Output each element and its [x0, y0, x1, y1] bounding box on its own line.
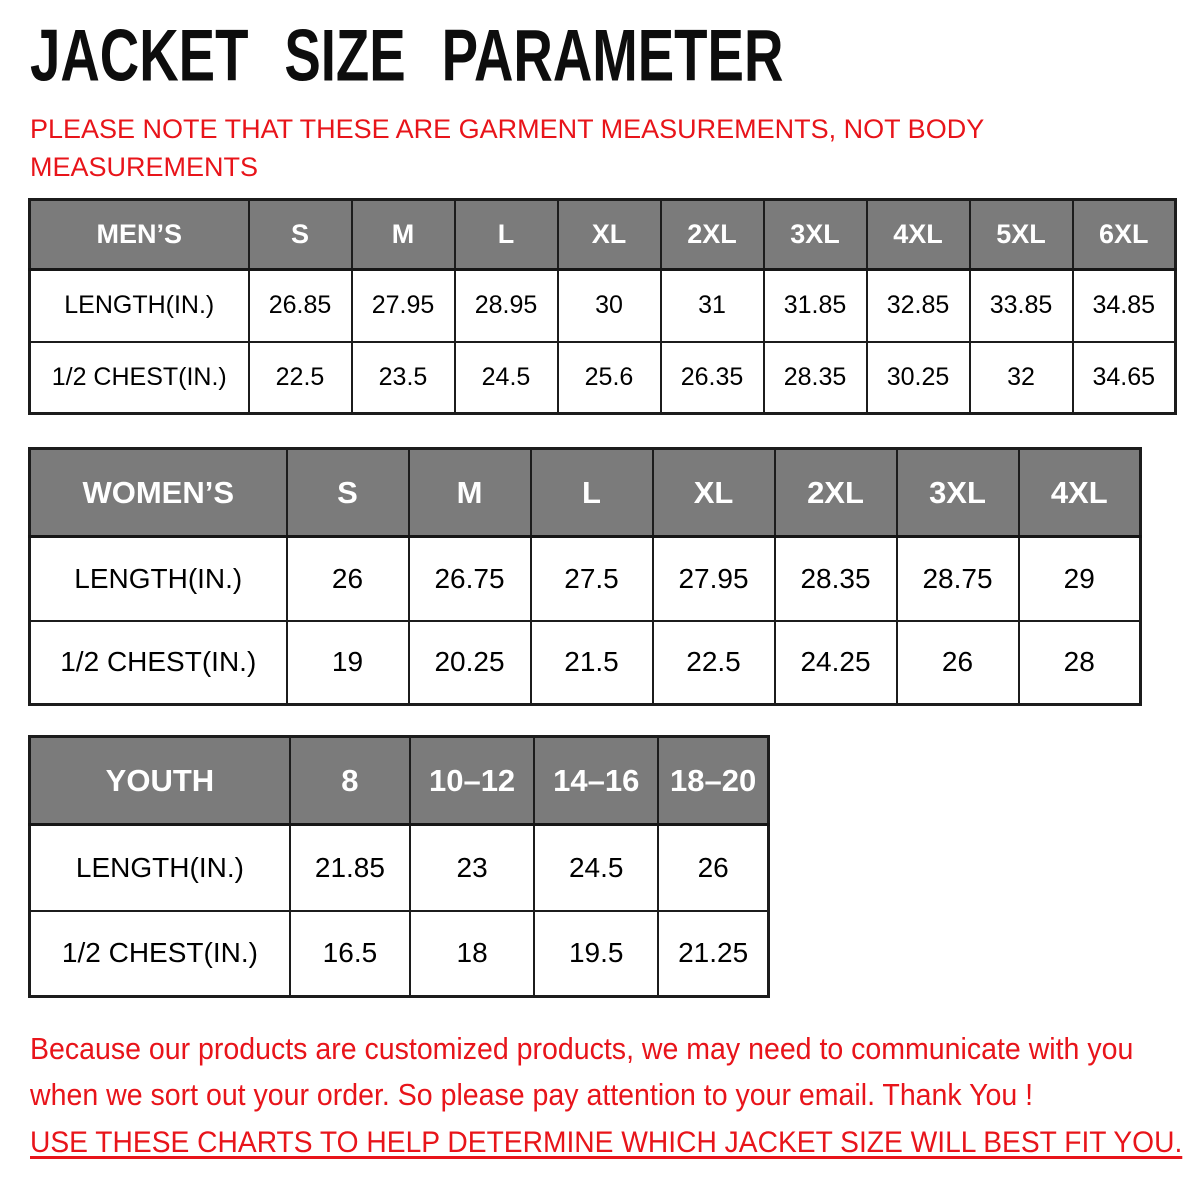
- page-title: [30, 13, 1106, 97]
- row-label: LENGTH(IN.): [30, 537, 287, 621]
- size-column-header: 4XL: [1019, 449, 1141, 537]
- row-label: 1/2 CHEST(IN.): [30, 911, 290, 997]
- size-value: 23: [410, 825, 534, 911]
- youth-chest-row: [30, 911, 769, 997]
- chart-usage-note-text: USE THESE CHARTS TO HELP DETERMINE WHICH JACKET SIZE WILL BEST FIT YOU.: [30, 1126, 1183, 1159]
- size-value: 16.5: [290, 911, 410, 997]
- size-value: 19.5: [534, 911, 658, 997]
- size-value: 27.95: [653, 537, 775, 621]
- size-value: 26.75: [409, 537, 531, 621]
- size-value: 24.5: [455, 342, 558, 414]
- size-column-header: M: [352, 200, 455, 270]
- size-value: 20.25: [409, 621, 531, 705]
- size-value: 18: [410, 911, 534, 997]
- size-value: 32.85: [867, 270, 970, 342]
- size-column-header: 4XL: [867, 200, 970, 270]
- size-value: 31: [661, 270, 764, 342]
- size-value: 26.85: [249, 270, 352, 342]
- garment-note-line-2: MEASUREMENTS: [30, 152, 259, 182]
- chart-usage-note: [30, 1126, 1200, 1160]
- size-column-header: 3XL: [764, 200, 867, 270]
- size-value: 26: [287, 537, 409, 621]
- mens-chest-row: [30, 342, 1176, 414]
- size-column-header: 2XL: [775, 449, 897, 537]
- mens-length-row: [30, 270, 1176, 342]
- customization-notice-line-2: when we sort out your order. So please pay attention to your email. Thank You !: [30, 1077, 1034, 1112]
- size-value: 30.25: [867, 342, 970, 414]
- size-column-header: M: [409, 449, 531, 537]
- size-value: 26: [658, 825, 768, 911]
- size-column-header: 14–16: [534, 737, 658, 825]
- size-value: 29: [1019, 537, 1141, 621]
- youth-length-row: [30, 825, 769, 911]
- size-value: 26: [897, 621, 1019, 705]
- size-value: 22.5: [249, 342, 352, 414]
- size-value: 27.5: [531, 537, 653, 621]
- youth-size-table: [28, 735, 770, 998]
- row-label: 1/2 CHEST(IN.): [30, 342, 249, 414]
- size-value: 34.65: [1073, 342, 1176, 414]
- size-value: 24.25: [775, 621, 897, 705]
- size-value: 21.85: [290, 825, 410, 911]
- size-column-header: 18–20: [658, 737, 768, 825]
- customization-notice-line-1: Because our products are customized products, we may need to communicate with you: [30, 1031, 1134, 1066]
- size-value: 28.75: [897, 537, 1019, 621]
- size-column-header: XL: [558, 200, 661, 270]
- size-value: 21.5: [531, 621, 653, 705]
- size-column-header: S: [287, 449, 409, 537]
- page-title-text: JACKET SIZE PARAMETER: [30, 13, 784, 97]
- size-value: 21.25: [658, 911, 768, 997]
- youth-table-title: YOUTH: [30, 737, 290, 825]
- size-value: 26.35: [661, 342, 764, 414]
- size-value: 19: [287, 621, 409, 705]
- row-label: LENGTH(IN.): [30, 270, 249, 342]
- customization-notice: [30, 1026, 1200, 1118]
- mens-size-table: [28, 198, 1177, 415]
- size-column-header: S: [249, 200, 352, 270]
- size-value: 25.6: [558, 342, 661, 414]
- size-column-header: 6XL: [1073, 200, 1176, 270]
- mens-table-title: MEN’S: [30, 200, 249, 270]
- garment-measurement-note: [30, 110, 984, 186]
- size-value: 28.35: [775, 537, 897, 621]
- womens-header-row: [30, 449, 1141, 537]
- size-value: 28: [1019, 621, 1141, 705]
- size-value: 30: [558, 270, 661, 342]
- size-value: 28.35: [764, 342, 867, 414]
- size-value: 31.85: [764, 270, 867, 342]
- womens-length-row: [30, 537, 1141, 621]
- womens-table-title: WOMEN’S: [30, 449, 287, 537]
- size-value: 32: [970, 342, 1073, 414]
- size-value: 33.85: [970, 270, 1073, 342]
- row-label: LENGTH(IN.): [30, 825, 290, 911]
- size-value: 24.5: [534, 825, 658, 911]
- size-column-header: 10–12: [410, 737, 534, 825]
- mens-header-row: [30, 200, 1176, 270]
- size-column-header: 3XL: [897, 449, 1019, 537]
- size-value: 34.85: [1073, 270, 1176, 342]
- size-value: 22.5: [653, 621, 775, 705]
- garment-note-line-1: PLEASE NOTE THAT THESE ARE GARMENT MEASUREMENTS, NOT BODY: [30, 114, 985, 144]
- womens-chest-row: [30, 621, 1141, 705]
- size-column-header: 5XL: [970, 200, 1073, 270]
- size-value: 27.95: [352, 270, 455, 342]
- size-value: 28.95: [455, 270, 558, 342]
- size-value: 23.5: [352, 342, 455, 414]
- size-column-header: 8: [290, 737, 410, 825]
- size-column-header: 2XL: [661, 200, 764, 270]
- size-column-header: XL: [653, 449, 775, 537]
- size-column-header: L: [455, 200, 558, 270]
- row-label: 1/2 CHEST(IN.): [30, 621, 287, 705]
- size-column-header: L: [531, 449, 653, 537]
- youth-header-row: [30, 737, 769, 825]
- womens-size-table: [28, 447, 1142, 706]
